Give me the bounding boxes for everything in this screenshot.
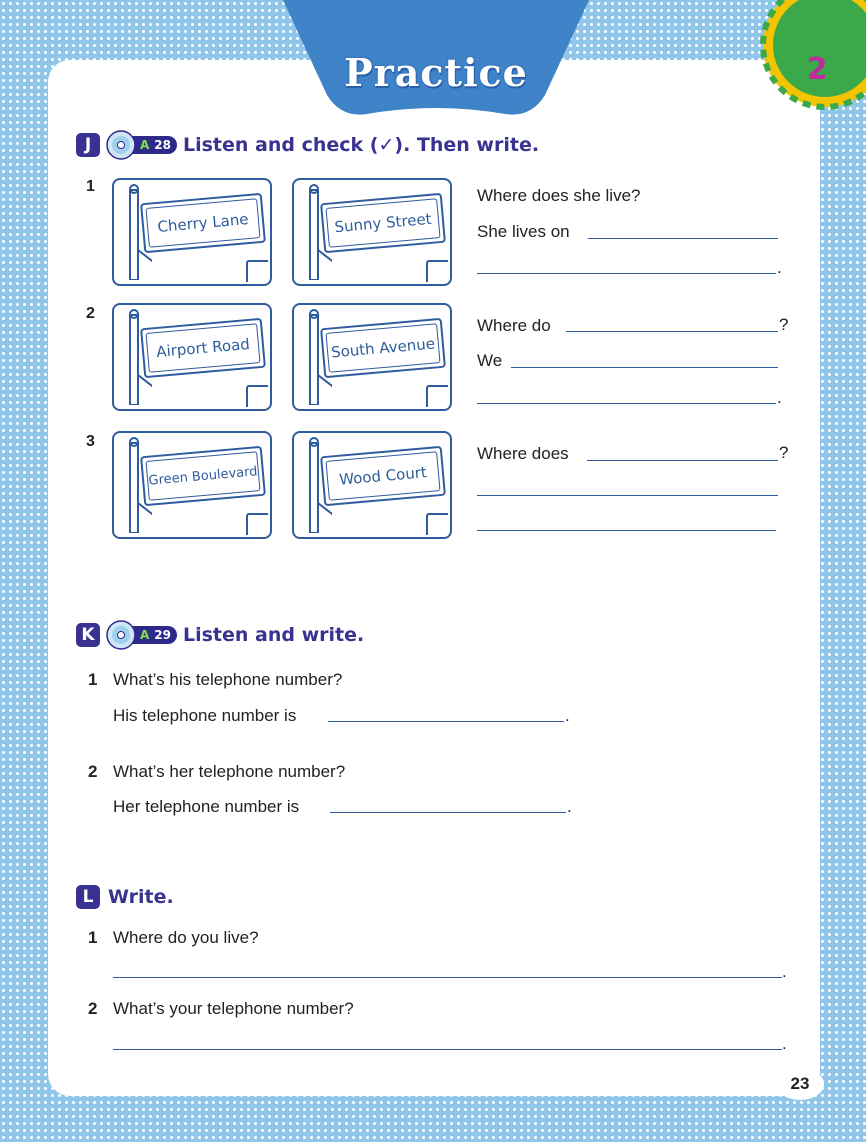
section-k-header (76, 620, 364, 650)
section-letter: J (76, 133, 100, 157)
track-side: A (140, 138, 150, 152)
cd-icon[interactable] (106, 130, 136, 160)
street-sign (292, 303, 452, 411)
period: . (782, 962, 787, 981)
item-number: 2 (88, 762, 98, 781)
item-number: 1 (86, 178, 95, 195)
question-mark: ? (779, 315, 789, 334)
period: . (565, 706, 570, 725)
item-number: 2 (86, 305, 95, 322)
answer-prefix: We (477, 351, 503, 370)
unit-number: 2 (806, 52, 828, 87)
section-letter: L (76, 885, 100, 909)
period: . (777, 258, 782, 277)
answer-prefix: Her telephone number is (113, 797, 300, 816)
section-l-header (76, 885, 174, 909)
page-number: 23 (776, 1068, 824, 1100)
answer-line[interactable] (477, 403, 776, 404)
sign-label: Cherry Lane (145, 198, 260, 248)
answer-line[interactable] (566, 331, 778, 332)
answer-prefix: She lives on (477, 222, 570, 241)
street-sign (112, 431, 272, 539)
sign-label: Green Boulevard (145, 451, 260, 501)
item-number: 3 (86, 433, 95, 450)
sign-label: South Avenue (325, 323, 440, 373)
period: . (567, 797, 572, 816)
answer-line[interactable] (330, 812, 566, 813)
section-title: Write. (108, 886, 174, 908)
question-text: What’s your telephone number? (113, 999, 354, 1018)
item-number: 1 (88, 928, 98, 947)
period: . (782, 1034, 787, 1053)
period: . (777, 388, 782, 407)
track-number: 28 (154, 138, 171, 152)
street-sign (112, 303, 272, 411)
item-number: 2 (88, 999, 98, 1018)
street-sign (292, 178, 452, 286)
question-text: Where do (477, 316, 551, 335)
question-text: What’s her telephone number? (113, 762, 346, 781)
cd-icon[interactable] (106, 620, 136, 650)
question-mark: ? (779, 443, 789, 462)
checkbox[interactable] (246, 513, 268, 535)
checkbox[interactable] (426, 260, 448, 282)
sign-label: Sunny Street (325, 198, 440, 248)
question-text: What’s his telephone number? (113, 670, 343, 689)
checkbox[interactable] (246, 385, 268, 407)
page-title: Practice (344, 50, 528, 95)
track-number: 29 (154, 628, 171, 642)
section-j-header (76, 130, 539, 160)
answer-line[interactable] (511, 367, 778, 368)
answer-line[interactable] (113, 1049, 782, 1050)
section-title: Listen and write. (183, 624, 365, 646)
checkbox[interactable] (246, 260, 268, 282)
question-text: Where do you live? (113, 928, 259, 947)
answer-prefix: His telephone number is (113, 706, 297, 725)
answer-line[interactable] (477, 495, 778, 496)
answer-line[interactable] (477, 273, 776, 274)
answer-line[interactable] (587, 460, 778, 461)
item-number: 1 (88, 670, 98, 689)
answer-line[interactable] (477, 530, 776, 531)
answer-line[interactable] (328, 721, 564, 722)
answer-line[interactable] (113, 977, 782, 978)
sign-label: Wood Court (325, 451, 440, 501)
checkbox[interactable] (426, 513, 448, 535)
track-side: A (140, 628, 150, 642)
section-letter: K (76, 623, 100, 647)
answer-line[interactable] (588, 238, 778, 239)
street-sign (112, 178, 272, 286)
section-title: Listen and check (✓). Then write. (183, 134, 540, 156)
question-text: Where does she live? (477, 186, 641, 205)
sign-label: Airport Road (145, 323, 260, 373)
question-text: Where does (477, 444, 569, 463)
checkbox[interactable] (426, 385, 448, 407)
street-sign (292, 431, 452, 539)
